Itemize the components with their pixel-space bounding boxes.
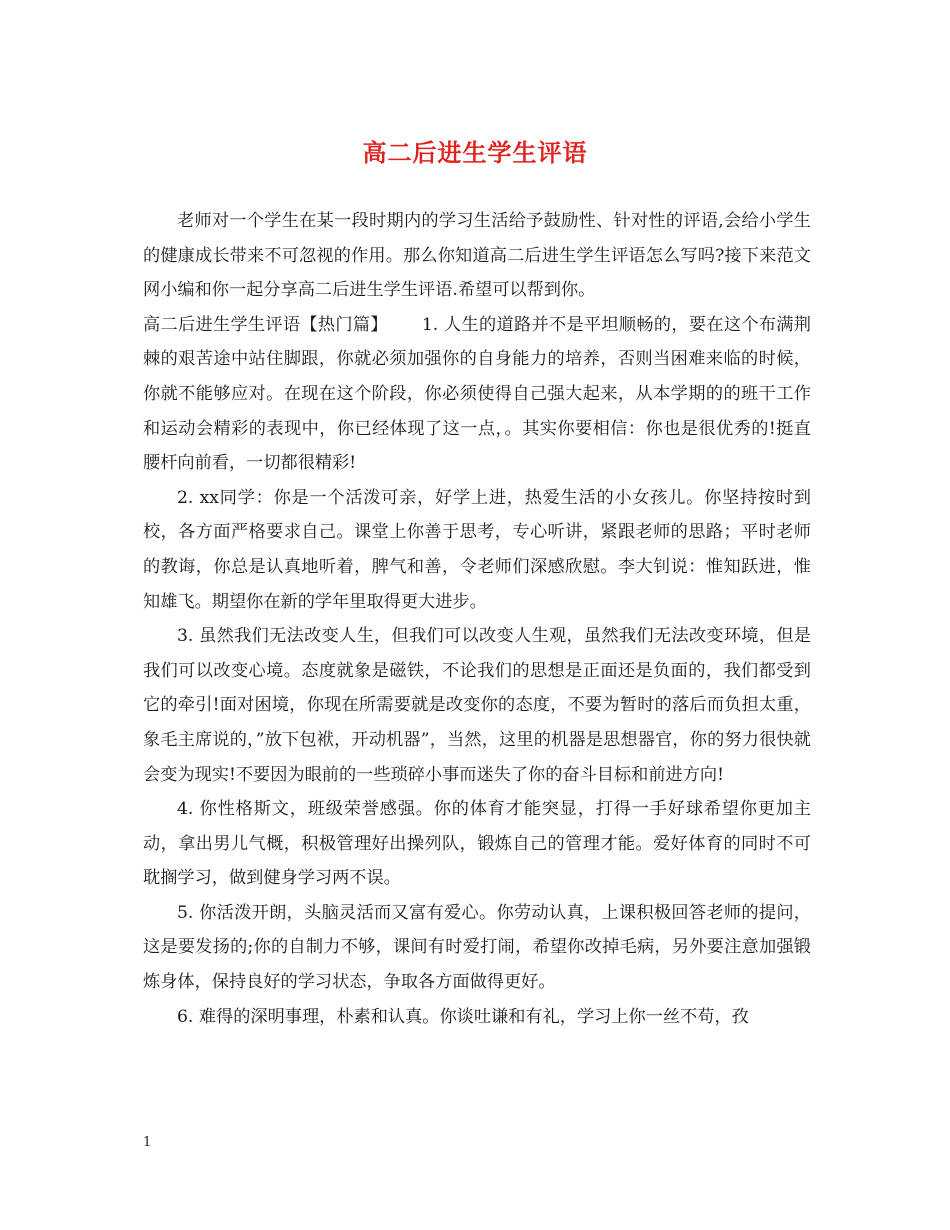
intro-paragraph: 老师对一个学生在某一段时期内的学习生活给予鼓励性、针对性的评语,会给小学生的健康成长带来不可忽视的作用。那么你知道高二后进生学生评语怎么写吗?接下来范文网小编和你一起分享高二后进生学生评语.希望可以帮到你。 [143, 211, 811, 301]
document-title: 高二后进生学生评语 [362, 138, 588, 167]
section-heading: 高二后进生学生评语【热门篇】 [143, 314, 388, 335]
page-number: 1 [143, 1135, 152, 1150]
comment-paragraph-4: 4. 你性格斯文，班级荣誉感强。你的体育才能突显，打得一手好球希望你更加主动，拿出男儿气概，积极管理好出操列队，锻炼自己的管理才能。爱好体育的同时不可耽搁学习，做到健身学习两不误。 [143, 799, 811, 889]
comment-paragraph-6: 6. 难得的深明事理，朴素和认真。你谈吐谦和有礼，学习上你一丝不苟，孜 [177, 1006, 749, 1027]
document-body [143, 204, 811, 1034]
section-paragraph-1 [143, 308, 811, 481]
comment-paragraph-2: 2. xx同学：你是一个活泼可亲，好学上进，热爱生活的小女孩儿。你坚持按时到校，各方面严格要求自己。课堂上你善于思考，专心听讲，紧跟老师的思路；平时老师的教诲，你总是认真地听着，脾气和善，令老师们深感欣慰。李大钊说：惟知跃进，惟知雄飞。期望你在新的学年里取得更大进步。 [143, 487, 811, 612]
comment-paragraph-1: 1. 人生的道路并不是平坦顺畅的，要在这个布满荆棘的艰苦途中站住脚跟，你就必须加强你的自身能力的培养，否则当困难来临的时候，你就不能够应对。在现在这个阶段，你必须使得自己强大起来，从本学期的的班干工作和运动会精彩的表现中，你已经体现了这一点，。其实你要相信：你也是很优秀的!挺直腰杆向前看，一切都很精彩! [143, 314, 811, 474]
comment-paragraph-5: 5. 你活泼开朗，头脑灵活而又富有爱心。你劳动认真，上课积极回答老师的提问，这是要发扬的;你的自制力不够，课间有时爱打闹，希望你改掉毛病，另外要注意加强锻炼身体，保持良好的学习状态，争取各方面做得更好。 [143, 902, 811, 993]
comment-paragraph-3: 3. 虽然我们无法改变人生，但我们可以改变人生观，虽然我们无法改变环境，但是我们可以改变心境。态度就象是磁铁，不论我们的思想是正面还是负面的，我们都受到它的牵引!面对困境，你现在所需要就是改变你的态度，不要为暂时的落后而负担太重，象毛主席说的，”放下包袱，开动机器”，当然，这里的机器是思想器官，你的努力很快就会变为现实!不要因为眼前的一些琐碎小事而迷失了你的奋斗目标和前进方向! [143, 626, 811, 785]
